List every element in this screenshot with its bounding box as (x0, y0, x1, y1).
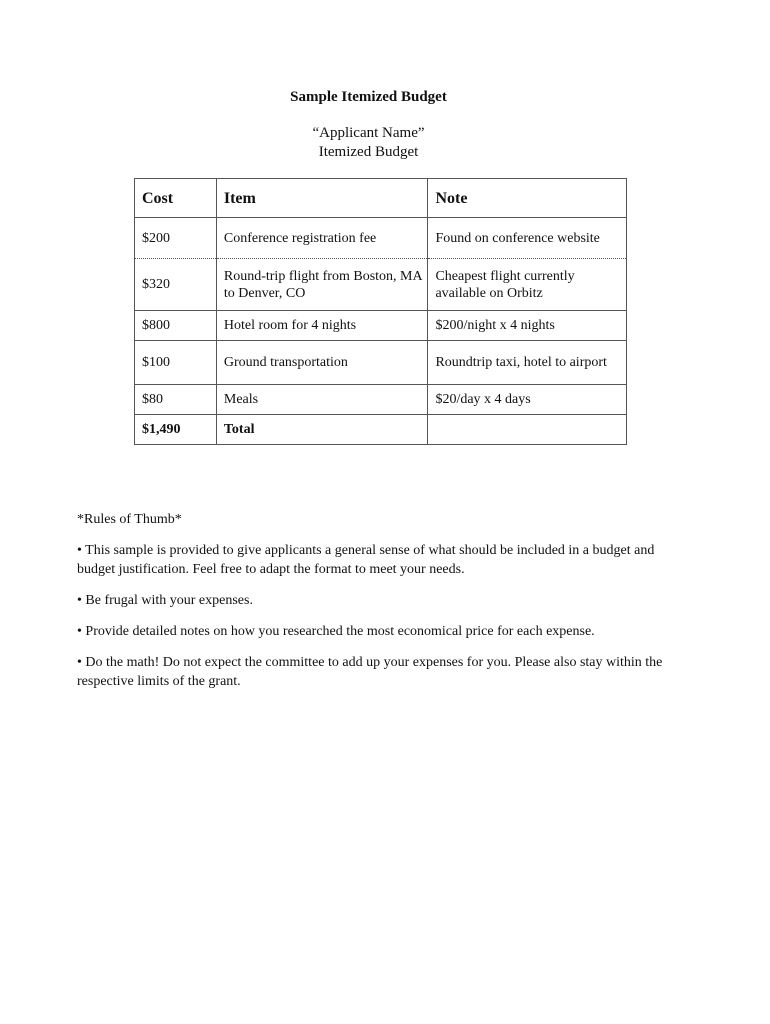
table-row (135, 341, 627, 385)
cell-cost: $200 (135, 218, 217, 259)
total-row (135, 415, 627, 445)
header-note: Note (428, 179, 627, 218)
cell-cost: $80 (135, 385, 217, 415)
header-item: Item (216, 179, 428, 218)
cell-note: Roundtrip taxi, hotel to airport (428, 341, 627, 385)
rule-bullet: • Be frugal with your expenses. (77, 593, 253, 608)
cell-note: $20/day x 4 days (428, 385, 627, 415)
cell-item: Ground transportation (216, 341, 428, 385)
table-row (135, 259, 627, 311)
table-header-row (135, 179, 627, 218)
applicant-name: “Applicant Name” (312, 125, 425, 141)
document-subtitle: Itemized Budget (318, 144, 419, 160)
cell-item: Conference registration fee (216, 218, 428, 259)
cell-item: Round-trip flight from Boston, MA to Denver, CO (216, 259, 428, 311)
budget-table (134, 178, 627, 445)
cell-note: Found on conference website (428, 218, 627, 259)
document-title: Sample Itemized Budget (290, 89, 447, 105)
cell-note: Cheapest flight currently available on Orbitz (428, 259, 627, 311)
rules-of-thumb (77, 510, 677, 703)
total-note (428, 415, 627, 445)
rule-bullet: • Do the math! Do not expect the committee to add up your expenses for you. Please also stay within the respective limits of the grant. (77, 655, 663, 689)
rule-bullet: • This sample is provided to give applicants a general sense of what should be included in a budget and budget justification. Feel free to adapt the format to meet your needs. (77, 543, 655, 577)
cell-note: $200/night x 4 nights (428, 311, 627, 341)
total-label: Total (216, 415, 428, 445)
table-row (135, 218, 627, 259)
cell-cost: $800 (135, 311, 217, 341)
table-row (135, 311, 627, 341)
rules-heading: *Rules of Thumb* (77, 512, 182, 527)
header-cost: Cost (135, 179, 217, 218)
table-row (135, 385, 627, 415)
total-cost: $1,490 (135, 415, 217, 445)
cell-item: Meals (216, 385, 428, 415)
rule-bullet: • Provide detailed notes on how you researched the most economical price for each expense. (77, 624, 595, 639)
cell-item: Hotel room for 4 nights (216, 311, 428, 341)
cell-cost: $320 (135, 259, 217, 311)
cell-cost: $100 (135, 341, 217, 385)
